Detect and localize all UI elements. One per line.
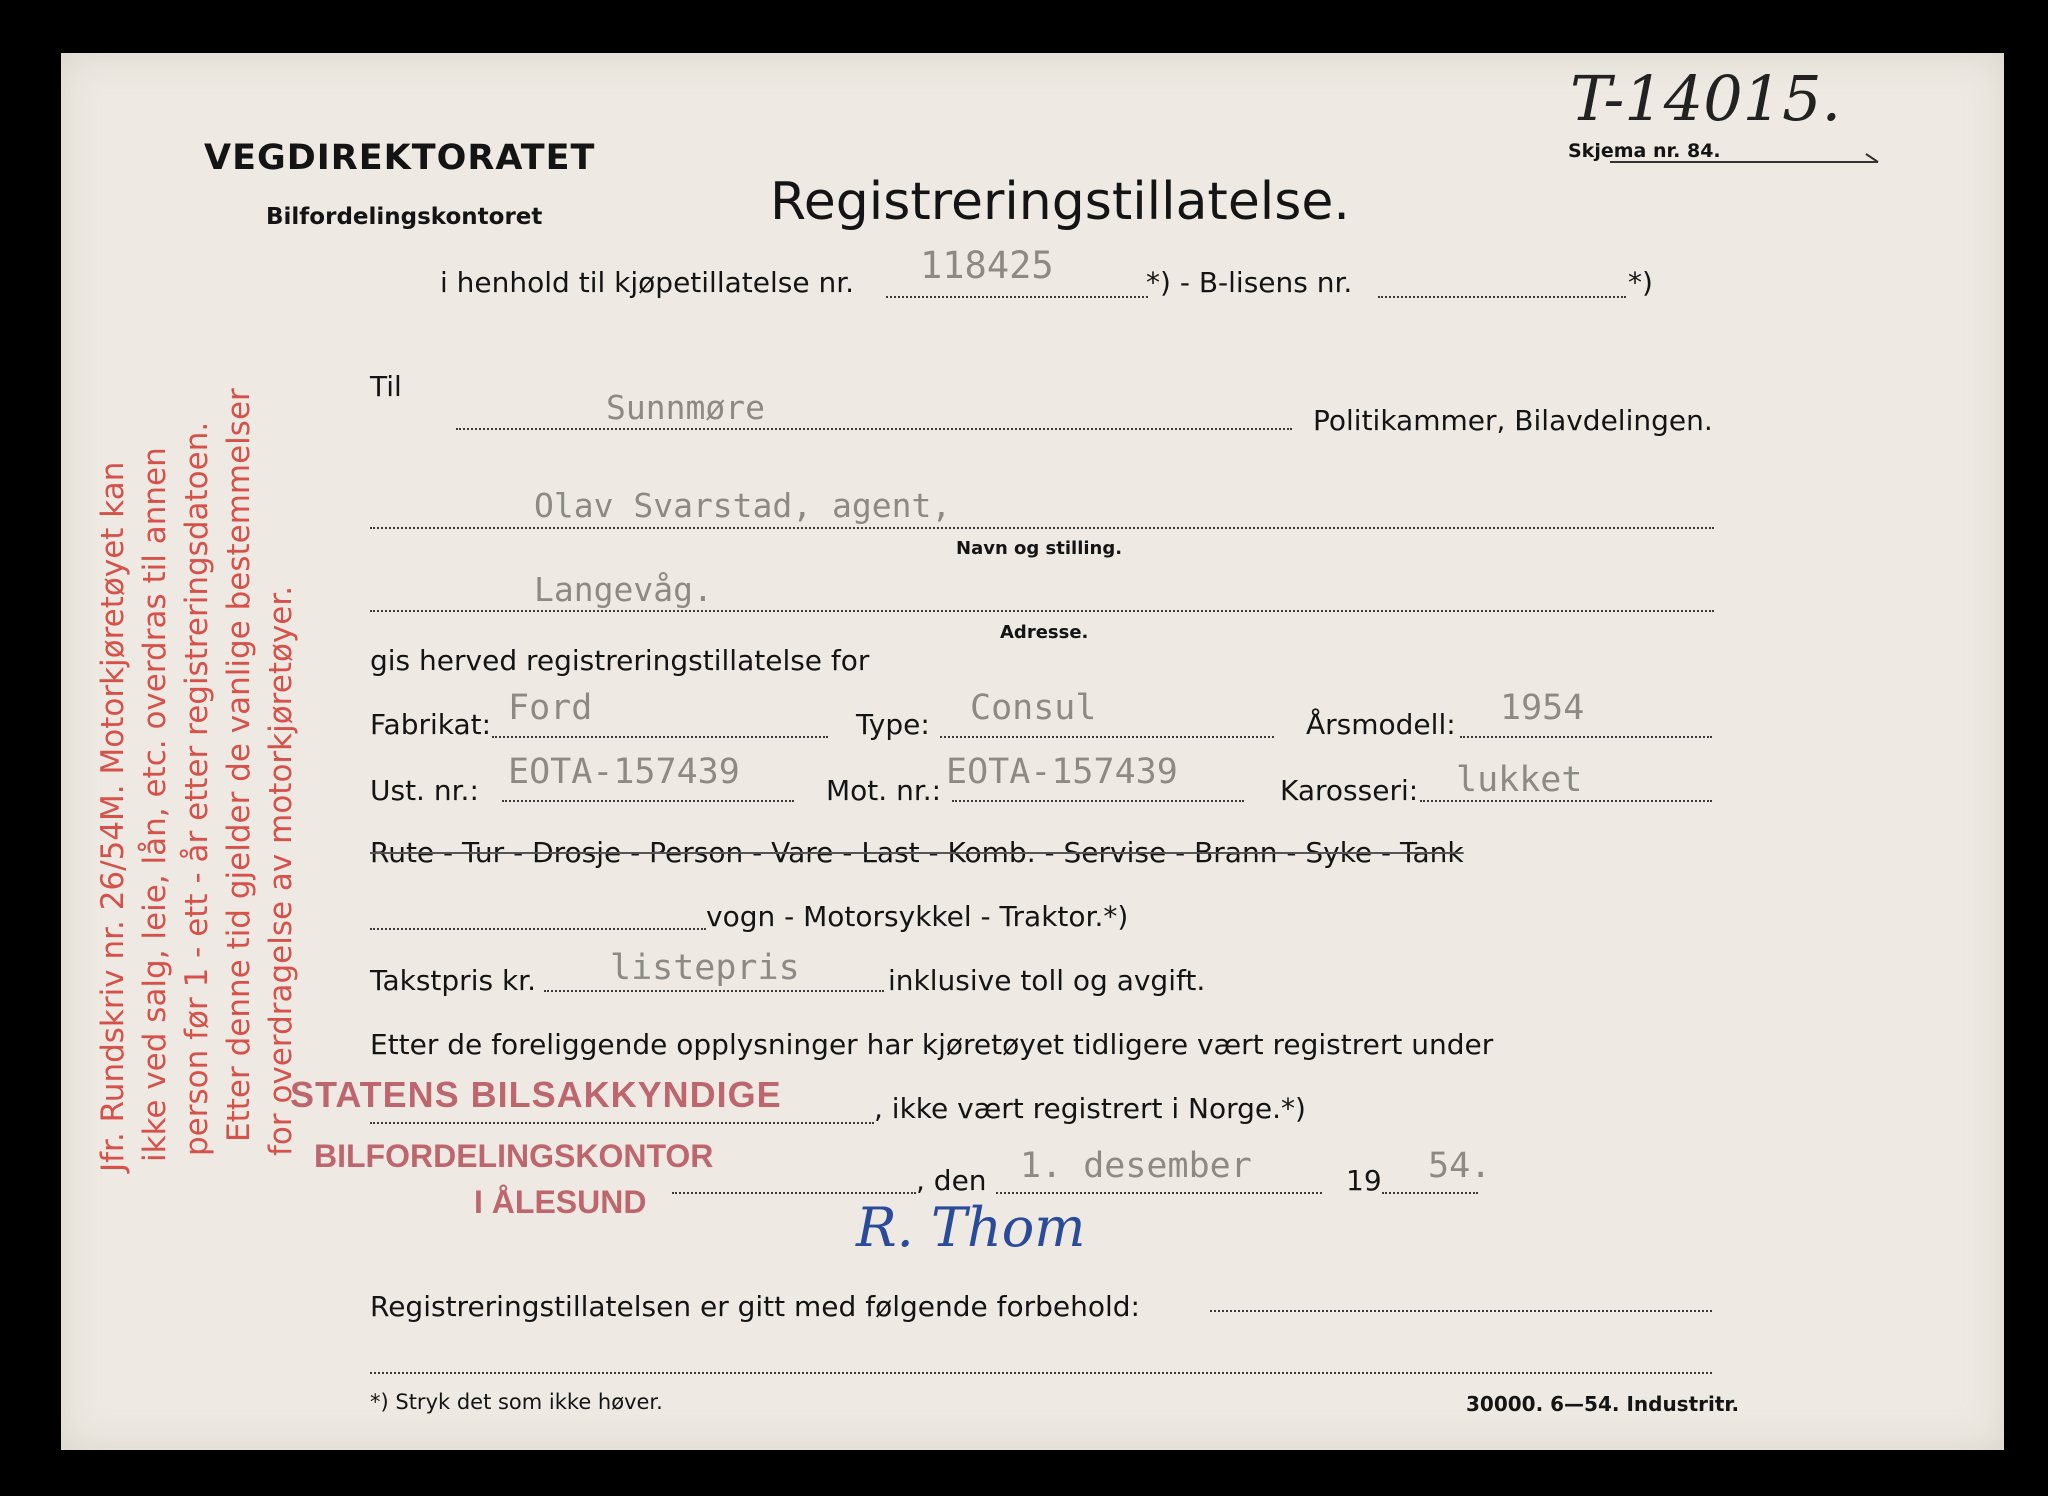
price-dotted-line: [544, 990, 884, 992]
police-office-value: Sunnmøre: [606, 388, 765, 427]
police-office-suffix: Politikammer, Bilavdelingen.: [1313, 404, 1713, 437]
body-label: Karosseri:: [1280, 774, 1419, 807]
chassis-number-dotted-line: [502, 800, 794, 802]
side-notice-line-1: Jfr. Rundskriv nr. 26/54M. Motorkjøretøyet kan: [95, 461, 131, 1172]
prior-registration-text: Etter de foreliggende opplysninger har kjøretøyet tidligere vært registrert under: [370, 1028, 1494, 1061]
prior-registration-dotted-line: [370, 1122, 874, 1124]
purchase-permit-dotted-line: [886, 296, 1148, 298]
signature: R. Thom: [856, 1196, 1086, 1259]
vehicle-categories: Rute - Tur - Drosje - Person - Vare - Last - Komb. - Servise - Brann - Syke - Tank: [370, 836, 1464, 869]
chassis-number-label: Ust. nr.:: [370, 774, 479, 807]
engine-number-label: Mot. nr.:: [826, 774, 942, 807]
office-stamp-line2: BILFORDELINGSKONTOR: [314, 1138, 714, 1174]
recipient-name-value: Olav Svarstad, agent,: [534, 486, 952, 525]
grant-text: gis herved registreringstillatelse for: [370, 644, 870, 677]
recipient-address-value: Langevåg.: [534, 570, 713, 609]
side-notice-line-3: person før 1 - ett - år etter registreringsdatoen.: [179, 421, 215, 1156]
side-notice-line-2: ikke ved salg, leie, lån, etc. overdras til annen: [137, 447, 173, 1162]
body-dotted-line: [1420, 800, 1712, 802]
body-value: lukket: [1456, 760, 1583, 800]
make-label: Fabrikat:: [370, 708, 492, 741]
b-license-asterisk: *): [1628, 266, 1653, 299]
price-value: listepris: [610, 948, 800, 988]
printer-imprint: 30000. 6—54. Industritr.: [1466, 1392, 1740, 1416]
police-office-dotted-line: [456, 428, 1292, 430]
vogn-line: vogn - Motorsykkel - Traktor.*): [706, 900, 1129, 933]
date-value: 1. desember: [1020, 1146, 1252, 1186]
side-notice-line-5: for overdragelse av motorkjøretøyer.: [263, 585, 299, 1156]
engine-number-value: EOTA-157439: [946, 752, 1178, 792]
purchase-permit-label: i henhold til kjøpetillatelse nr.: [440, 266, 855, 299]
make-dotted-line: [492, 736, 828, 738]
type-label: Type:: [856, 708, 930, 741]
date-year: 54.: [1428, 1146, 1492, 1186]
recipient-address-dotted-line: [370, 610, 1714, 612]
vogn-dotted-line: [370, 928, 706, 930]
department-name: Bilfordelingskontoret: [266, 204, 543, 230]
date-century: 19: [1346, 1164, 1382, 1197]
engine-number-dotted-line: [952, 800, 1244, 802]
type-dotted-line: [940, 736, 1274, 738]
recipient-name-dotted-line: [370, 527, 1714, 529]
handwritten-reference: T-14015.: [1570, 62, 1842, 135]
footer-note: *) Stryk det som ikke høver.: [370, 1390, 663, 1414]
office-stamp-line3: I ÅLESUND: [474, 1184, 647, 1220]
side-notice-line-4: Etter denne tid gjelder de vanlige bestemmelser: [221, 388, 257, 1142]
make-value: Ford: [508, 688, 593, 728]
name-caption: Navn og stilling.: [956, 538, 1123, 559]
b-license-label: *) - B-lisens nr.: [1146, 266, 1353, 299]
price-suffix: inklusive toll og avgift.: [888, 964, 1206, 997]
purchase-permit-number: 118425: [920, 244, 1054, 287]
office-stamp-line1: STATENS BILSAKKYNDIGE: [290, 1074, 782, 1115]
form-number: Skjema nr. 84.: [1568, 140, 1721, 162]
model-year-dotted-line: [1460, 736, 1712, 738]
model-year-label: Årsmodell:: [1306, 708, 1456, 741]
side-notice: [95, 292, 335, 1172]
reservation-dotted-line: [1210, 1310, 1712, 1312]
reservation-dotted-line-2: [370, 1372, 1712, 1374]
price-label: Takstpris kr.: [370, 964, 537, 997]
year-dotted-line: [1382, 1192, 1478, 1194]
document-title: Registreringstillatelse.: [770, 172, 1350, 232]
address-caption: Adresse.: [1000, 622, 1089, 643]
place-dotted-line: [672, 1192, 916, 1194]
organization-name: VEGDIREKTORATET: [204, 138, 596, 178]
b-license-dotted-line: [1378, 296, 1626, 298]
chassis-number-value: EOTA-157439: [508, 752, 740, 792]
reservation-label: Registreringstillatelsen er gitt med følgende forbehold:: [370, 1290, 1140, 1323]
to-label: Til: [370, 370, 402, 403]
date-dotted-line: [996, 1192, 1322, 1194]
form-number-underline: [1610, 150, 1890, 170]
type-value: Consul: [970, 688, 1097, 728]
prior-registration-suffix: , ikke vært registrert i Norge.*): [874, 1092, 1306, 1125]
date-den-label: , den: [916, 1164, 987, 1197]
model-year-value: 1954: [1500, 688, 1585, 728]
